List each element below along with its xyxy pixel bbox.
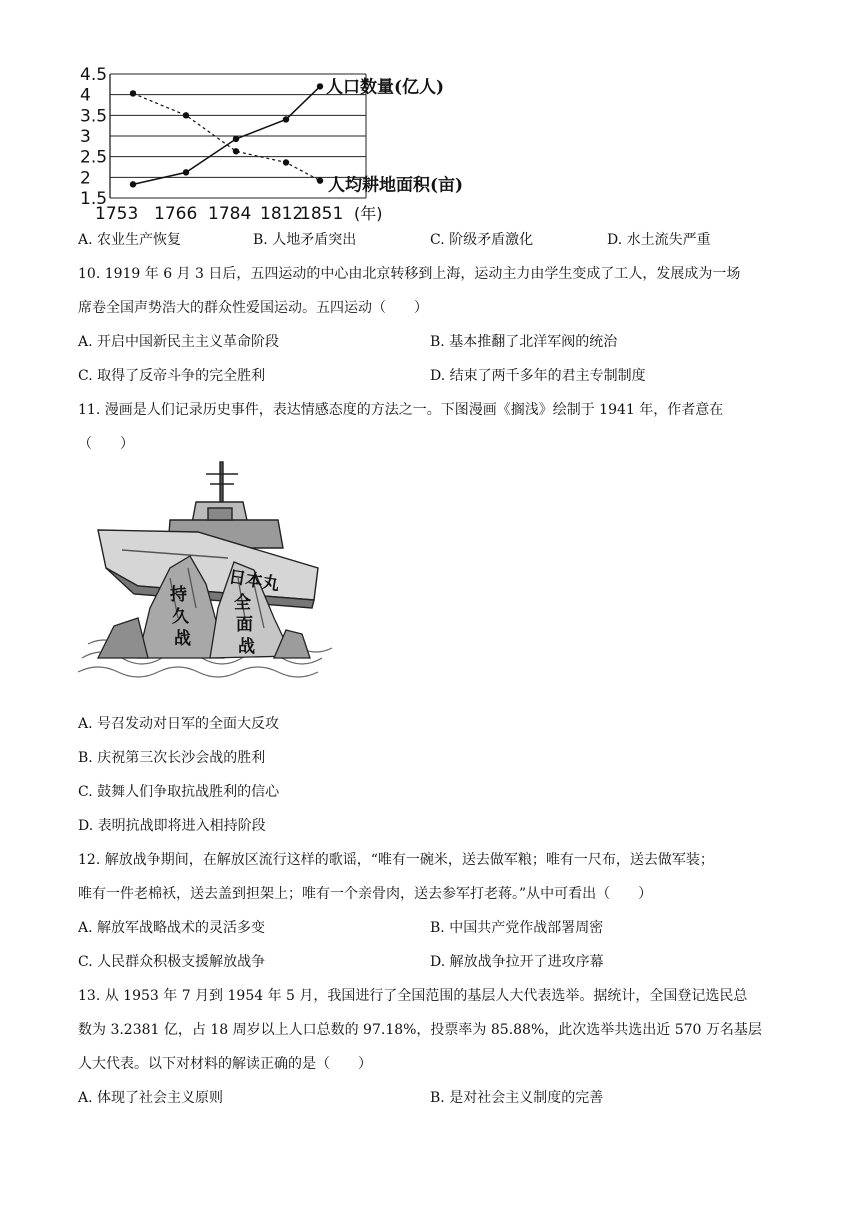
series-label-population: 人口数量(亿人): [326, 77, 445, 98]
q12-option-c[interactable]: C. 人民群众积极支援解放战争: [78, 954, 266, 970]
y-tick-label: 4: [80, 85, 91, 106]
y-tick-label: 4.5: [80, 65, 108, 85]
y-tick-label: 2.5: [80, 147, 108, 168]
q10-stem-line2: 席卷全国声势浩大的群众性爱国运动。五四运动（ ）: [78, 300, 428, 316]
q10-option-c[interactable]: C. 取得了反帝斗争的完全胜利: [78, 368, 266, 384]
q13-stem-line3: 人大代表。以下对材料的解读正确的是（ ）: [78, 1056, 372, 1072]
rock-left-label-2: 久: [172, 607, 189, 627]
data-point: [183, 169, 189, 175]
rock-right-label-2: 面: [236, 615, 253, 635]
population-farmland-chart: [78, 64, 478, 224]
series-line-1: [133, 93, 320, 180]
q12-stem-line2: 唯有一件老棉袄，送去盖到担架上；唯有一个亲骨肉，送去参军打老蒋。”从中可看出（ ）: [78, 886, 653, 902]
q11-option-a[interactable]: A. 号召发动对日军的全面大反攻: [78, 716, 280, 732]
y-tick-label: 2: [80, 168, 91, 189]
y-tick-label: 1.5: [80, 189, 108, 209]
q9-option-d[interactable]: D. 水土流失严重: [607, 232, 711, 248]
x-axis-ticks: [95, 204, 383, 224]
data-point: [130, 90, 136, 96]
rock-right-label-1: 全: [234, 593, 251, 613]
data-point: [183, 112, 189, 118]
data-point: [233, 136, 239, 142]
q10-option-b[interactable]: B. 基本推翻了北洋军阀的统治: [430, 334, 618, 350]
q12-stem-line1: 12. 解放战争期间，在解放区流行这样的歌谣，“唯有一碗米，送去做军粮；唯有一尺布，送去做军装；: [78, 852, 714, 868]
x-tick-label: 1753: [95, 204, 139, 224]
chart-series: [130, 83, 323, 187]
q10-option-d[interactable]: D. 结束了两千多年的君主专制制度: [430, 368, 646, 384]
series-line-0: [133, 86, 320, 184]
ship-label: 日本丸: [227, 567, 281, 595]
q13-stem-line2: 数为 3.2381 亿，占 18 周岁以上人口总数的 97.18%，投票率为 85.88%，此次选举共选出近 570 万名基层: [78, 1022, 762, 1038]
q13-stem-line1: 13. 从 1953 年 7 月到 1954 年 5 月，我国进行了全国范围的基层人大代表选举。据统计，全国登记选民总: [78, 988, 748, 1004]
stranded-cartoon: [78, 458, 338, 688]
q11-option-b[interactable]: B. 庆祝第三次长沙会战的胜利: [78, 750, 266, 766]
q9-option-c[interactable]: C. 阶级矛盾激化: [430, 232, 534, 248]
data-point: [283, 159, 289, 165]
x-tick-label: 1784: [208, 204, 252, 224]
data-point: [317, 83, 323, 89]
y-axis-ticks: [80, 65, 107, 209]
q11-stem-line2: （ ）: [78, 436, 134, 452]
y-tick-label: 3: [80, 127, 91, 147]
q12-option-b[interactable]: B. 中国共产党作战部署周密: [430, 920, 604, 936]
q9-option-a[interactable]: A. 农业生产恢复: [78, 232, 182, 248]
q11-stem-line1: 11. 漫画是人们记录历史事件，表达情感态度的方法之一。下图漫画《搁浅》绘制于 1941 年，作者意在: [78, 402, 724, 418]
x-unit-label: (年): [354, 204, 383, 223]
q13-option-a[interactable]: A. 体现了社会主义原则: [78, 1090, 224, 1106]
warship: [98, 462, 318, 608]
series-label-farmland: 人均耕地面积(亩): [328, 175, 464, 196]
x-tick-label: 1766: [154, 204, 198, 224]
q11-option-c[interactable]: C. 鼓舞人们争取抗战胜利的信心: [78, 784, 280, 800]
x-tick-label: 1812: [260, 204, 304, 224]
q13-option-b[interactable]: B. 是对社会主义制度的完善: [430, 1090, 604, 1106]
rock-left-label-1: 持: [170, 585, 187, 605]
x-tick-label: 1851: [300, 204, 344, 224]
q11-option-d[interactable]: D. 表明抗战即将进入相持阶段: [78, 818, 266, 834]
q10-stem-line1: 10. 1919 年 6 月 3 日后，五四运动的中心由北京转移到上海，运动主力由学生变成了工人，发展成为一场: [78, 266, 741, 282]
q12-option-a[interactable]: A. 解放军战略战术的灵活多变: [78, 920, 266, 936]
q12-option-d[interactable]: D. 解放战争拉开了进攻序幕: [430, 954, 604, 970]
data-point: [130, 181, 136, 187]
rock-right-label-3: 战: [238, 637, 255, 657]
y-tick-label: 3.5: [80, 106, 108, 127]
q9-option-b[interactable]: B. 人地矛盾突出: [253, 232, 357, 248]
data-point: [283, 116, 289, 122]
data-point: [317, 177, 323, 183]
rock-left-label-3: 战: [174, 629, 191, 649]
data-point: [233, 148, 239, 154]
q10-option-a[interactable]: A. 开启中国新民主主义革命阶段: [78, 334, 280, 350]
